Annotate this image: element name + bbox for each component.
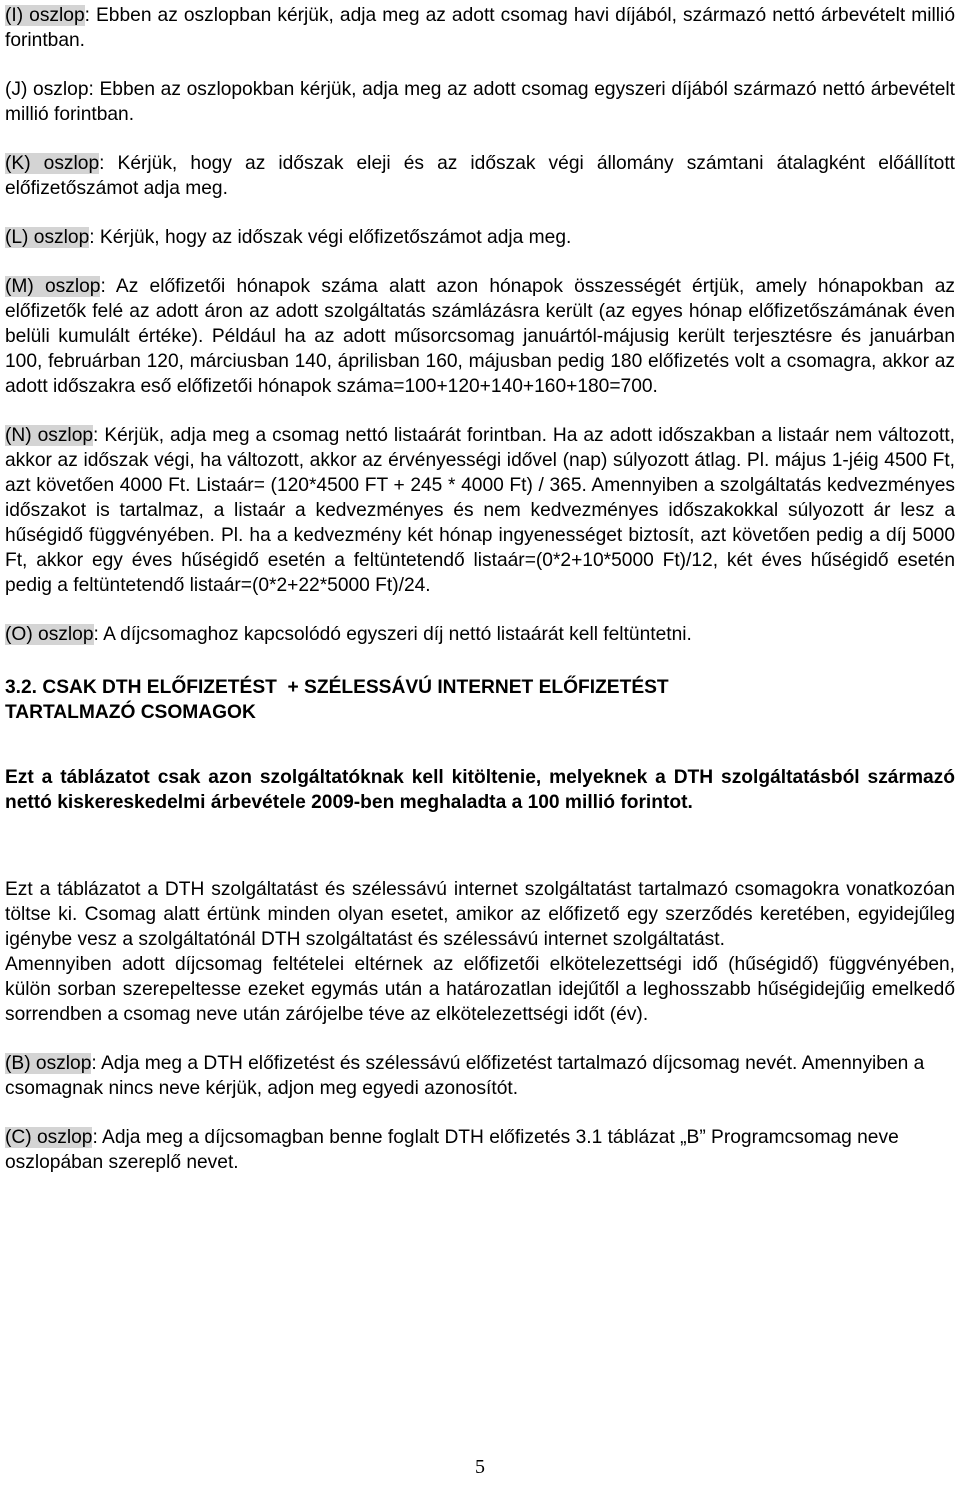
paragraph-column-o [5, 622, 955, 647]
paragraph-text-n: : Kérjük, adja meg a csomag nettó listaárát forintban. Ha az adott időszakban a listaár nem változott, akkor az időszak végi, ha változott, akkor az érvényességi idővel (nap) súlyozott átlag. Pl. május 1-jéig 4500 Ft, azt követően 4000 Ft. Listaár= (120*4500 FT + 245 * 4000 Ft) / 365. Amennyiben a szolgáltatás kedvezményes időszakot is tartalmaz, a listaár a kedvezményes és nem kedvezményes időszakokkal súlyozott ár lesz a hűségidő függvényében. Pl. ha a kedvezmény két hónap ingyenességet biztosít, azt követően pedig a díj 5000 Ft, akkor egy éves hűségidő esetén a feltüntetendő listaár=(0*2+10*5000 Ft)/12, két éves hűségidő esetén pedig a feltüntetendő listaár=(0*2+22*5000 Ft)/24. [5, 425, 955, 596]
paragraph-text-b: : Adja meg a DTH előfizetést és szélessávú előfizetést tartalmazó díjcsomag nevét. Amennyiben a csomagnak nincs neve kérjük, adjon meg egyedi azonosítót. [5, 1053, 925, 1099]
paragraph-column-b [5, 1051, 955, 1101]
paragraph-text-l: : Kérjük, hogy az időszak végi előfizetőszámot adja meg. [89, 227, 572, 248]
paragraph-column-l [5, 225, 955, 250]
column-label-b: (B) oszlop [5, 1053, 92, 1074]
paragraph-column-c [5, 1125, 955, 1175]
column-label-o: (O) oszlop [5, 624, 94, 645]
column-label-c: (C) oszlop [5, 1127, 93, 1148]
paragraph-column-i [5, 3, 955, 53]
section-heading-line-1: 3.2. CSAK DTH ELŐFIZETÉST + SZÉLESSÁVÚ INTERNET ELŐFIZETÉST [5, 677, 669, 698]
document-page [5, 3, 955, 1175]
bold-notice: Ezt a táblázatot csak azon szolgáltatóknak kell kitöltenie, melyeknek a DTH szolgáltatásból származó nettó kiskereskedelmi árbevétele 2009-ben meghaladta a 100 millió forintot. [5, 767, 955, 813]
column-label-n: (N) oszlop [5, 425, 94, 446]
column-label-l: (L) oszlop [5, 227, 90, 248]
column-label-j: (J) oszlop [5, 79, 89, 100]
paragraph-column-n [5, 423, 955, 598]
paragraph-column-k [5, 151, 955, 201]
column-label-m: (M) oszlop [5, 276, 101, 297]
paragraph-text-m: : Az előfizetői hónapok száma alatt azon hónapok összességét értjük, amely hónapokban az előfizetők felé az adott áron az adott szolgáltatás számlázásra került (az egyes hónap előfizetőszámának éven belüli kumulált értéke). Például ha az adott műsorcsomag januártól-májusig került terjesztésre és januárban 100, februárban 120, márciusban 140, áprilisban 160, májusban pedig 180 előfizetés volt a csomagra, akkor az adott időszakra eső előfizetői hónapok száma=100+120+140+160+180=700. [5, 276, 956, 397]
paragraph-text-j: : Ebben az oszlopokban kérjük, adja meg az adott csomag egyszeri díjából származó nettó árbevételt millió forintban. [5, 79, 956, 125]
column-label-k: (K) oszlop [5, 153, 100, 174]
intro-paragraph-2: Amennyiben adott díjcsomag feltételei eltérnek az előfizetői elkötelezettségi idő (hűségidő) függvényében, külön sorban szerepeltesse ezeket egymás után a határozatlan idejűtől a leghosszabb hűségidejűig emelkedő sorrendben a csomag neve után zárójelbe téve az elkötelezettségi időt (év). [5, 954, 955, 1025]
section-heading [5, 675, 955, 725]
section-heading-line-2: TARTALMAZÓ CSOMAGOK [5, 702, 256, 723]
paragraph-text-k: : Kérjük, hogy az időszak eleji és az időszak végi állomány számtani átalagként előállított előfizetőszámot adja meg. [5, 153, 955, 199]
paragraph-column-j [5, 77, 955, 127]
paragraph-text-o: : A díjcsomaghoz kapcsolódó egyszeri díj nettó listaárát kell feltüntetni. [93, 624, 692, 645]
paragraph-column-m [5, 274, 955, 399]
column-label-i: (I) oszlop [5, 5, 85, 26]
page-number: 5 [475, 1456, 485, 1478]
paragraph-text-i: : Ebben az oszlopban kérjük, adja meg az adott csomag havi díjából, származó nettó árbevételt millió forintban. [5, 5, 955, 51]
intro-paragraph-1: Ezt a táblázatot a DTH szolgáltatást és szélessávú internet szolgáltatást tartalmazó csomagokra vonatkozóan töltse ki. Csomag alatt értünk minden olyan esetet, amikor az előfizető egy szerződés keretében, egyidejűleg igénybe vesz a szolgáltatónál DTH szolgáltatást és szélessávú internet szolgáltatást. [5, 879, 955, 950]
paragraph-text-c: : Adja meg a díjcsomagban benne foglalt DTH előfizetés 3.1 táblázat „B” Programcsomag neve oszlopában szereplő nevet. [5, 1127, 899, 1173]
